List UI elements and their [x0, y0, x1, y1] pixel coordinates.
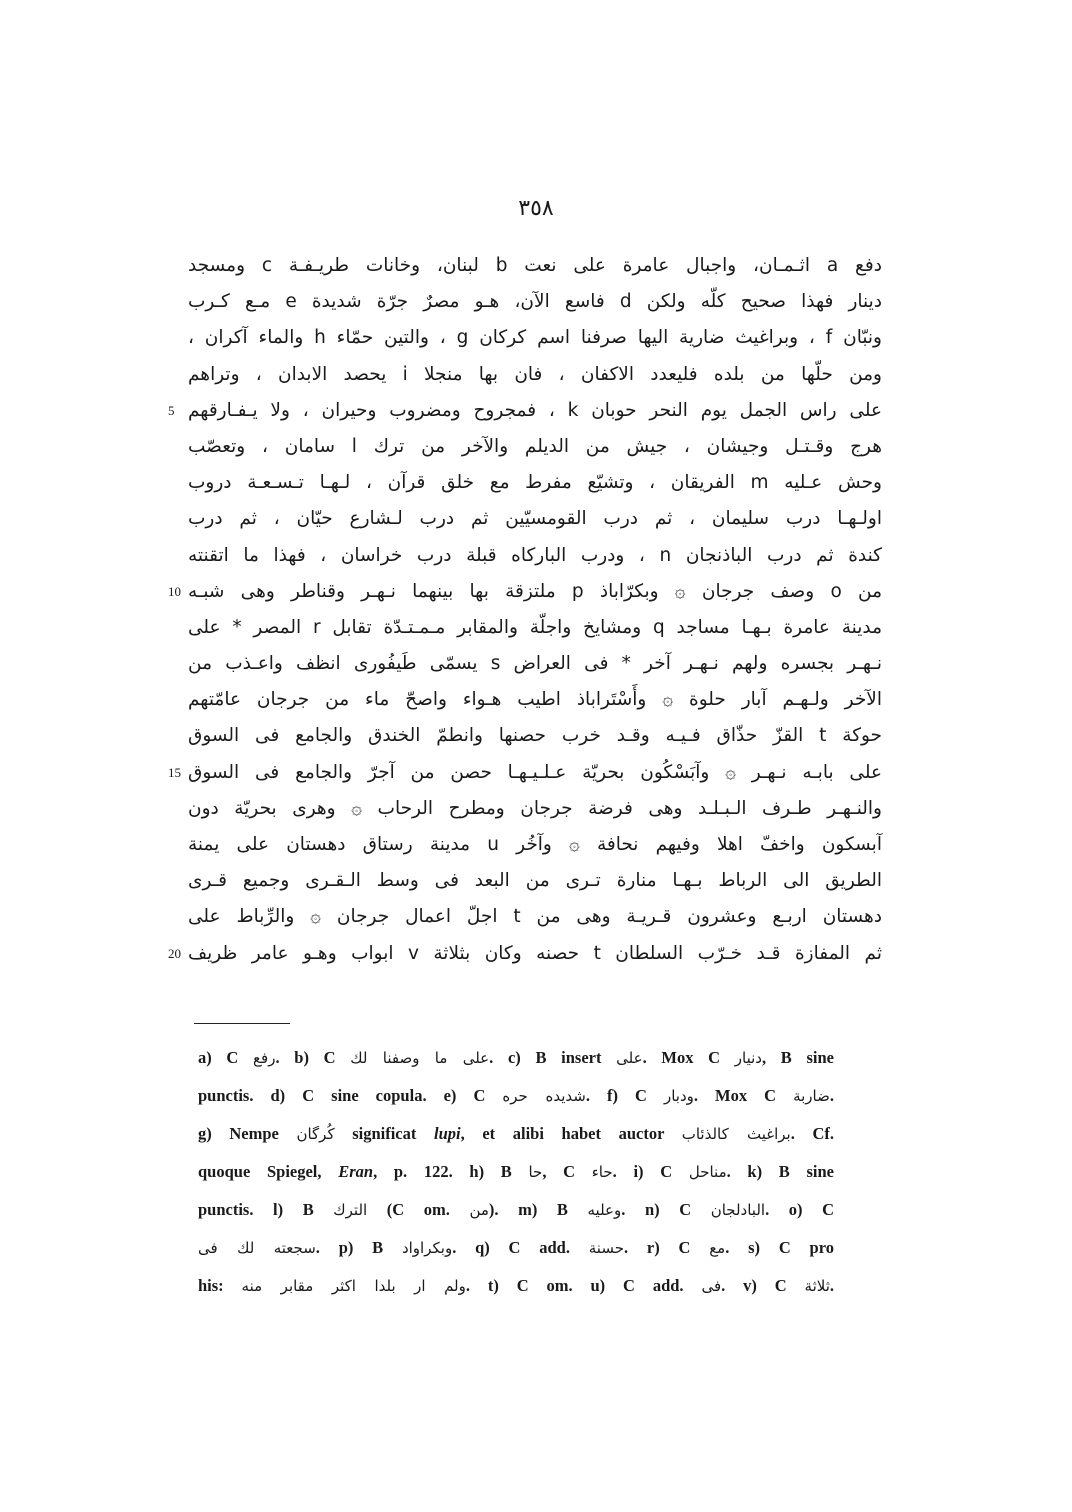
footnote-segment: . o) C — [765, 1200, 834, 1219]
footnote-arabic-segment: وعليه — [587, 1201, 622, 1219]
footnote-arabic-segment: دنيار — [734, 1049, 762, 1067]
text-line — [188, 646, 882, 682]
footnote-arabic-segment: ثلاثة — [804, 1277, 830, 1295]
footnote-segment: . — [829, 1086, 834, 1105]
footnote-segment: punctis. d) C sine copula. e) C — [198, 1086, 503, 1105]
footnote-arabic-segment: فى — [701, 1277, 722, 1295]
main-text-block — [168, 248, 883, 972]
footnote-segment: . Cf. — [790, 1124, 834, 1143]
footnote-segment: ). m) B — [488, 1200, 588, 1219]
text-line — [188, 284, 882, 320]
footnote-arabic-segment: سجعته لك فى — [198, 1239, 316, 1257]
text-line-content: على راس الجمل يوم النحر حوبان k ، فمجروح ومضروب وحيران ، ولا يـفـارقهم — [188, 399, 882, 421]
footnote-segment: , p. 122. h) B — [373, 1162, 529, 1181]
footnote-arabic-segment: مناحل — [688, 1163, 727, 1181]
text-line — [188, 682, 882, 718]
text-line-content: الآخر ولـهـم آبار حلوة ۞ وأَسْتَراباذ اطيب هـواء واصحّ ماء من جرجان عامّتهم — [188, 689, 882, 711]
text-line — [168, 574, 883, 610]
text-line-content: ومن حلّها من بلده فليعدد الاكفان ، فان بها منجلا i يحصد الابدان ، وتراهم — [188, 363, 882, 385]
footnote-line — [198, 1229, 834, 1267]
footnote-segment: Eran — [338, 1162, 374, 1181]
footnote-line — [198, 1153, 834, 1191]
footnote-segment: . p) B — [315, 1238, 402, 1257]
text-line — [188, 465, 882, 501]
text-line — [188, 610, 882, 646]
line-number: 10 — [168, 583, 181, 599]
footnote-arabic-segment: ودبار — [663, 1087, 694, 1105]
footnote-segment: his: — [198, 1276, 242, 1295]
text-line — [188, 863, 882, 899]
text-line-content: وحش عـليه m الفريقان ، وتشيّع مفرط مع خلق قرآن ، لـهـا تـسـعـة دروب — [188, 472, 882, 494]
footnote-arabic-segment: البادلجان — [710, 1201, 766, 1219]
footnote-arabic-segment: حا — [528, 1163, 543, 1181]
text-line-content: مدينة عامرة بـهـا مساجد q ومشايخ واجلّة والمقابر مـمـتـدّة تقابل r المصر * على — [188, 616, 882, 638]
text-line-content: حوكة t القزّ حذّاق فـيـه وقـد خرب حصنها وانطمّ الخندق والجامع فى السوق — [188, 725, 882, 747]
footnote-segment: , C — [542, 1162, 592, 1181]
footnote-segment: . v) C — [721, 1276, 805, 1295]
text-line — [188, 429, 882, 465]
line-number: 5 — [168, 402, 175, 418]
footnote-segment: punctis. l) B — [198, 1200, 334, 1219]
footnote-segment: quoque Spiegel, — [198, 1162, 339, 1181]
text-line — [168, 936, 882, 972]
footnote-line — [198, 1039, 834, 1077]
footnote-segment: , et alibi habet auctor — [460, 1124, 682, 1143]
footnote-arabic-segment: حاء — [591, 1163, 613, 1181]
text-line-content: هرج وقـتـل وجيشان ، جيش من الديلم والآخر من ترك l سامان ، وتعصّب — [188, 435, 882, 457]
text-line — [188, 357, 882, 393]
footnote-segment: . b) C — [275, 1048, 351, 1067]
footnote-segment: . Mox C — [642, 1048, 735, 1067]
text-line-content: والنـهـر طـرف الـبـلـد وهى فرضة جرجان ومطرح الرحاب ۞ وهرى بحريّة دون — [188, 797, 882, 819]
text-line-content: دهستان اربـع وعشرون قـريـة وهى من t اجلّ اعمال جرجان ۞ والرِّباط على — [188, 906, 883, 928]
footnote-arabic-segment: كُرگان — [296, 1125, 335, 1143]
text-line — [188, 718, 882, 754]
footnote-arabic-segment: على ما وصفنا لك — [350, 1049, 490, 1067]
footnote-arabic-segment: ضاربة — [793, 1087, 830, 1105]
footnote-line — [198, 1115, 834, 1153]
text-line — [188, 501, 882, 537]
footnote-arabic-segment: حسنة — [588, 1239, 624, 1257]
text-line — [168, 393, 882, 429]
footnote-arabic-segment: ولم ار بلدا اكثر مقابر منه — [241, 1277, 466, 1295]
text-line — [168, 755, 882, 791]
footnote-segment: . r) C — [624, 1238, 710, 1257]
footnote-arabic-segment: براغيث كالذئاب — [681, 1125, 791, 1143]
text-line — [188, 899, 882, 935]
text-line — [188, 827, 882, 863]
footnote-segment: . s) C pro — [725, 1238, 834, 1257]
footnote-segment: . n) C — [621, 1200, 711, 1219]
footnote-segment: significat — [334, 1124, 434, 1143]
footnote-arabic-segment: على — [616, 1049, 643, 1067]
footnote-segment: (C om. — [367, 1200, 470, 1219]
footnote-arabic-segment: وبكراواد — [401, 1239, 453, 1257]
footnote-segment: . k) B sine — [726, 1162, 834, 1181]
footnote-arabic-segment: شديده حره — [502, 1087, 586, 1105]
text-line-content: الطريق الى الرباط بـهـا منارة تـرى من البعد فى وسط الـقـرى وجميع قـرى — [188, 870, 882, 892]
line-number: 15 — [168, 764, 181, 780]
footnote-segment: a) C — [198, 1048, 254, 1067]
text-line — [188, 538, 882, 574]
footnote-segment: . f) C — [585, 1086, 664, 1105]
line-number: 20 — [168, 945, 181, 961]
text-line-content: ثم المفازة قـد خـرّب السلطان t حصنه وكان بثلاثة v ابواب وهـو عامر ظريف — [188, 942, 882, 964]
footnote-segment: . q) C add. — [452, 1238, 589, 1257]
text-line-content: دينار فهذا صحيح كلّه ولكن d فاسع الآن، هـو مصرٌ جرّة شديدة e مـع كـرب — [188, 291, 882, 313]
footnote-arabic-segment: من — [469, 1201, 489, 1219]
text-line-content: نـهـر بجسره ولهم نـهـر آخر * فى العراض s يسمّى طَيفُورى انظف واعـذب من — [188, 653, 883, 675]
footnote-segment: . i) C — [612, 1162, 689, 1181]
text-line-content: ونبّان f ، وبراغيث ضارية اليها صرفنا اسم كركان g ، والتين حمّاء h والماء آكران ، — [188, 327, 882, 349]
text-line — [188, 320, 882, 356]
footnotes-block — [198, 1039, 834, 1305]
footnote-line — [198, 1191, 834, 1229]
footnote-segment: lupi — [434, 1124, 461, 1143]
footnote-line — [198, 1267, 834, 1305]
text-line-content: دفع a اثـمـان، واجبال عامرة على نعت b لبنان، وخانات طريـفـة c ومسجد — [188, 255, 882, 276]
text-line-content: كندة ثم درب الباذنجان n ، ودرب الباركاه قبلة درب خراسان ، فهذا ما اتقنته — [188, 544, 882, 566]
footnote-line — [198, 1077, 834, 1115]
footnote-segment: . — [829, 1276, 834, 1295]
text-line-content: على بابـه نـهـر ۞ وآبَسْكُون بحريّة عـلـيـهـا حصن من آجرّ والجامع فى السوق — [188, 761, 882, 783]
footnote-segment: . c) B insert — [489, 1048, 617, 1067]
text-line — [188, 791, 882, 827]
footnote-arabic-segment: الترك — [333, 1201, 368, 1219]
text-line-content: آبسكون واخفّ اهلا وفيهم نحافة ۞ وآخُر u مدينة رستاق دهستان على يمنة — [188, 834, 882, 855]
page-number: ٣٥٨ — [518, 196, 554, 221]
footnote-segment: . Mox C — [693, 1086, 794, 1105]
text-line-content: اولـهـا درب سليمان ، ثم درب القومسيّين ثم درب لـشارع حيّان ، ثم درب — [188, 508, 882, 530]
footnote-segment: , B sine — [761, 1048, 834, 1067]
text-line — [188, 248, 882, 284]
footnote-separator-rule — [194, 1023, 290, 1024]
footnote-arabic-segment: رفع — [253, 1049, 276, 1067]
text-line-content: من o وصف جرجان ۞ وبكرّاباذ p ملتزقة بها بينهما نـهـر وقناطر وهى شبـه — [188, 580, 883, 602]
footnote-segment: g) Nempe — [198, 1124, 297, 1143]
footnote-segment: . t) C om. u) C add. — [465, 1276, 702, 1295]
footnote-arabic-segment: مع — [709, 1239, 726, 1257]
